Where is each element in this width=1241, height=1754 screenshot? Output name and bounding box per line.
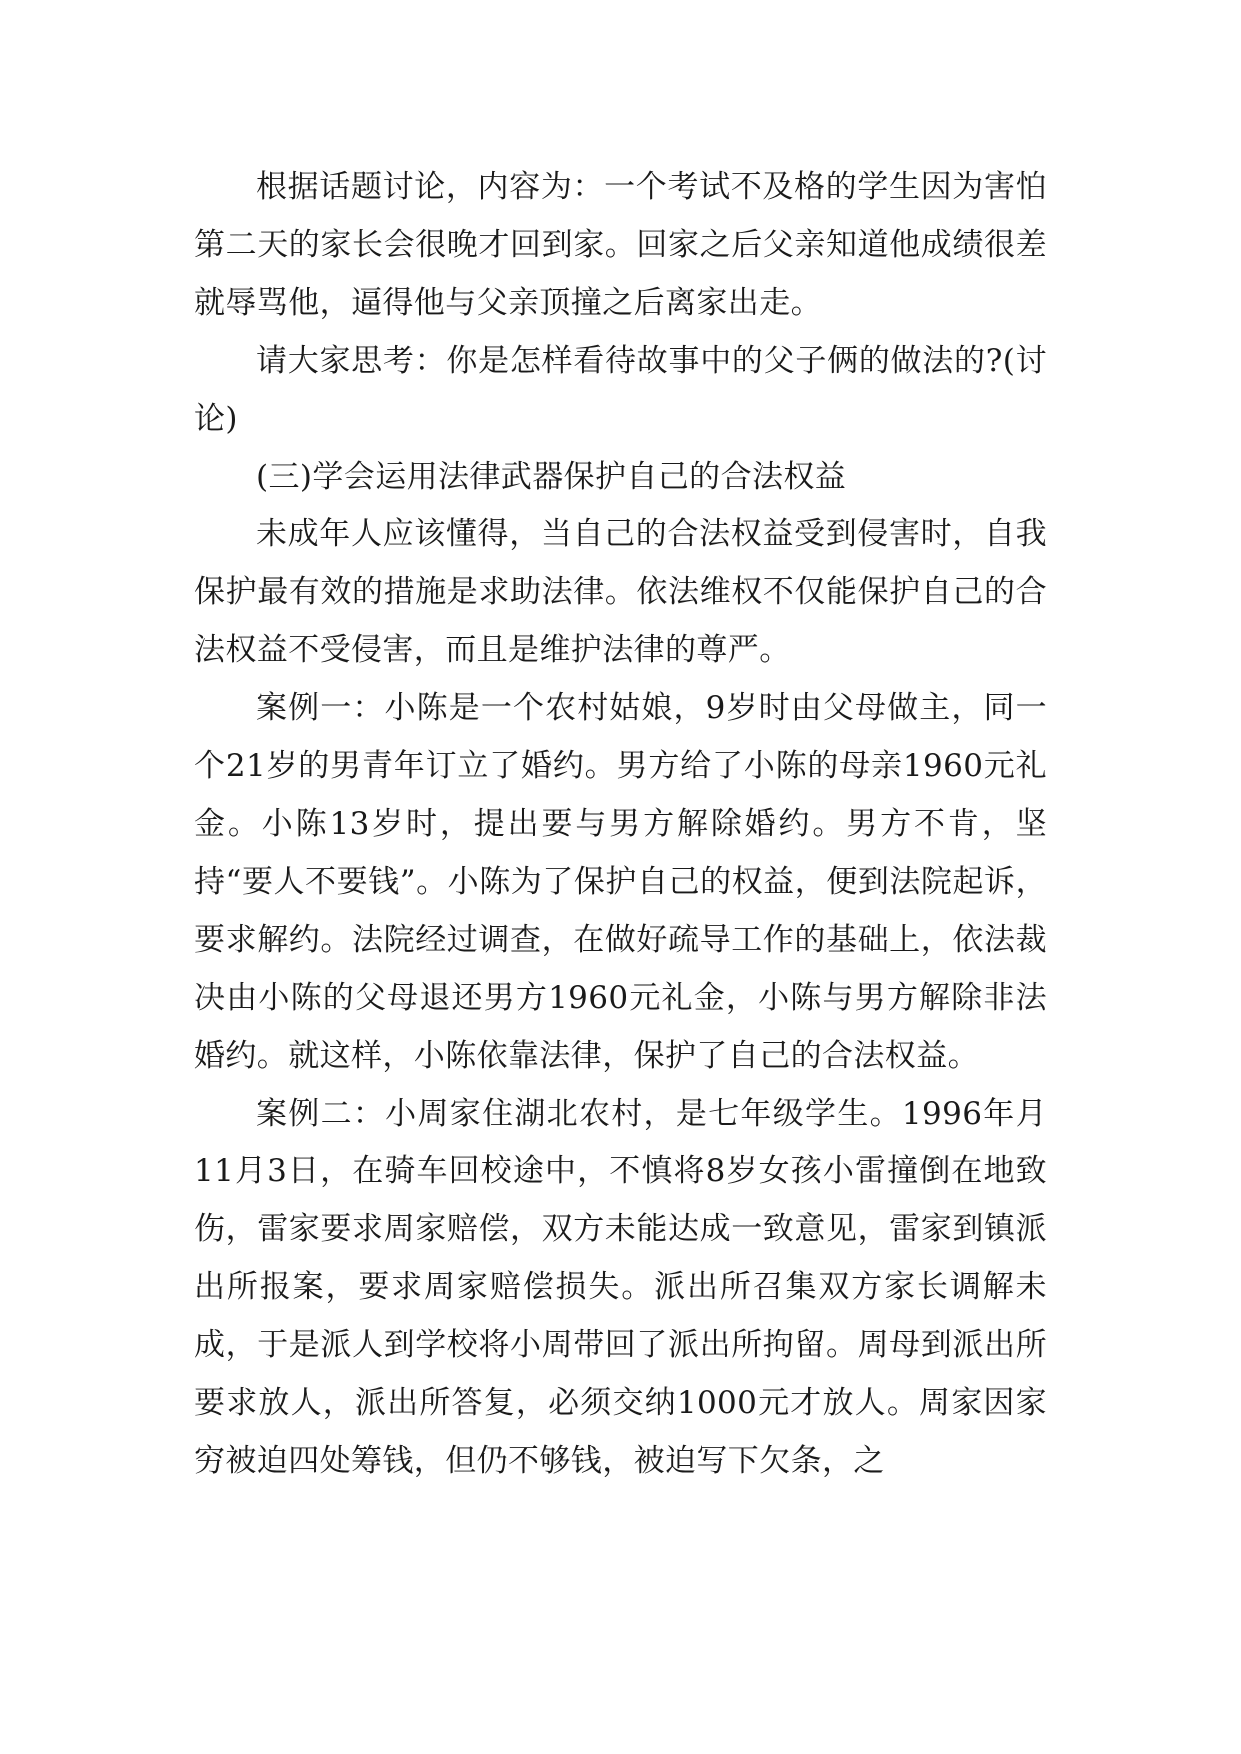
paragraph-minors-rights: 未成年人应该懂得，当自己的合法权益受到侵害时，自我保护最有效的措施是求助法律。依法维权不仅能保护自己的合法权益不受侵害，而且是维护法律的尊严。	[194, 516, 1047, 669]
paragraph-case-one: 案例一：小陈是一个农村姑娘，9岁时由父母做主，同一个21岁的男青年订立了婚约。男方给了小陈的母亲1960元礼金。小陈13岁时，提出要与男方解除婚约。男方不肯，坚持“要人不要钱”。小陈为了保护自己的权益，便到法院起诉，要求解约。法院经过调查，在做好疏导工作的基础上，依法裁决由小陈的父母退还男方1960元礼金，小陈与男方解除非法婚约。就这样，小陈依靠法律，保护了自己的合法权益。	[194, 690, 1047, 1074]
paragraph-case-two: 案例二：小周家住湖北农村，是七年级学生。1996年月11月3日，在骑车回校途中，不慎将8岁女孩小雷撞倒在地致伤，雷家要求周家赔偿，双方未能达成一致意见，雷家到镇派出所报案，要求周家赔偿损失。派出所召集双方家长调解未成，于是派人到学校将小周带回了派出所拘留。周母到派出所要求放人，派出所答复，必须交纳1000元才放人。周家因家穷被迫四处筹钱，但仍不够钱，被迫写下欠条，之	[194, 1095, 1047, 1479]
section-heading: (三)学会运用法律武器保护自己的合法权益	[256, 458, 847, 495]
paragraph-topic-discussion: 根据话题讨论，内容为：一个考试不及格的学生因为害怕第二天的家长会很晚才回到家。回家之后父亲知道他成绩很差就辱骂他，逼得他与父亲顶撞之后离家出走。	[194, 169, 1047, 321]
paragraph-think-question: 请大家思考：你是怎样看待故事中的父子俩的做法的?(讨论)	[194, 342, 1047, 437]
document-body	[194, 159, 1047, 1491]
